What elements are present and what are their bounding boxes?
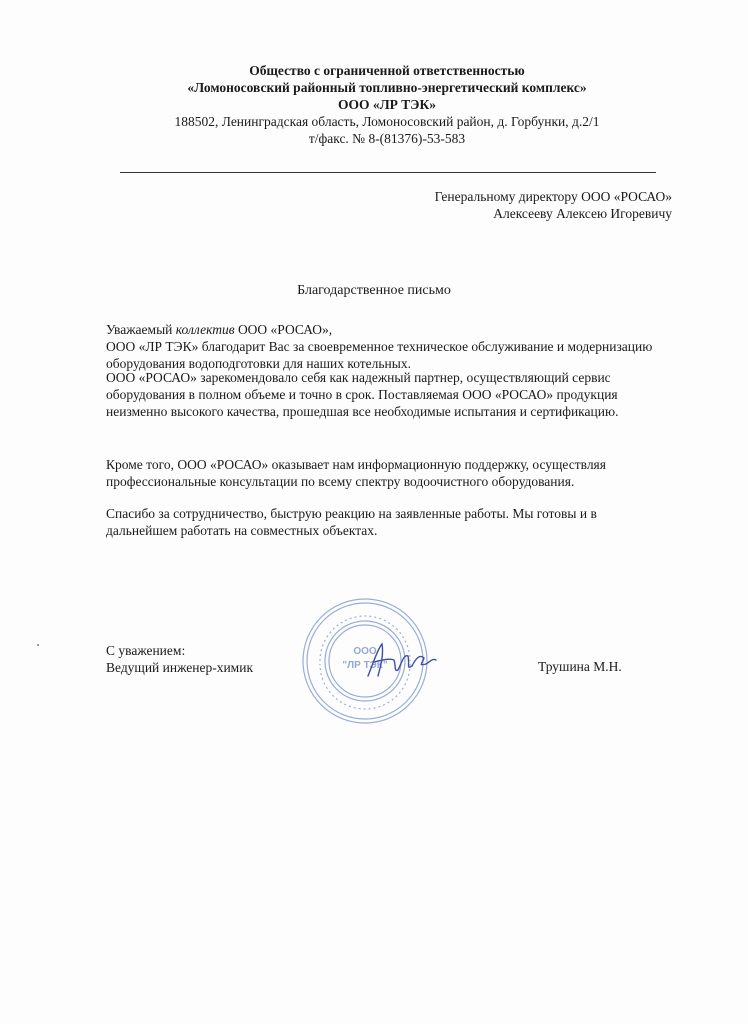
closing-regards: С уважением: bbox=[106, 643, 186, 658]
letter-title: Благодарственное письмо bbox=[297, 283, 451, 298]
letterhead-divider bbox=[120, 172, 656, 173]
greeting-line bbox=[106, 321, 666, 338]
addressee-block bbox=[435, 188, 672, 222]
addressee-name: Алексееву Алексею Игоревичу bbox=[493, 206, 672, 221]
greeting-block bbox=[106, 321, 666, 372]
greeting-suffix: ООО «РОСАО», bbox=[234, 322, 333, 337]
paragraph-support: Кроме того, ООО «РОСАО» оказывает нам информационную поддержку, осуществляя профессиональные консультации по всему спектру водоочистного оборудования. bbox=[106, 457, 606, 489]
stamp-center-line1: ООО bbox=[353, 646, 377, 657]
company-phone: т/факс. № 8-(81376)-53-583 bbox=[308, 131, 466, 146]
company-address: 188502, Ленинградская область, Ломоносовский район, д. Горбунки, д.2/1 bbox=[174, 114, 600, 129]
greeting-prefix: Уважаемый bbox=[106, 322, 176, 337]
paragraph-thanks: ООО «ЛР ТЭК» благодарит Вас за своевременное техническое обслуживание и модернизацию оборудования водоподготовки для наших котельных. bbox=[106, 339, 653, 371]
company-full-name: Общество с ограниченной ответственностью bbox=[249, 63, 525, 78]
scan-speck bbox=[37, 644, 39, 646]
handwritten-signature bbox=[360, 636, 440, 686]
company-short-name: ООО «ЛР ТЭК» bbox=[337, 97, 436, 112]
signer-position: Ведущий инженер-химик bbox=[106, 660, 254, 675]
signature-stroke bbox=[368, 644, 436, 676]
company-descriptor: «Ломоносовский районный топливно-энергетический комплекс» bbox=[187, 80, 587, 95]
closing-block bbox=[106, 642, 253, 676]
signer-name: Трушина М.Н. bbox=[538, 659, 622, 674]
paragraph-partner: ООО «РОСАО» зарекомендовало себя как надежный партнер, осуществляющий сервис оборудования в полном объеме и точно в срок. Поставляемая ООО «РОСАО» продукция неизменно высокого качества, прошедшая все необходимые испытания и сертификацию. bbox=[106, 370, 619, 419]
greeting-italic-word: коллектив bbox=[175, 322, 235, 337]
addressee-position: Генеральному директору ООО «РОСАО» bbox=[434, 189, 672, 204]
letterhead bbox=[120, 62, 654, 147]
paragraph-cooperation: Спасибо за сотрудничество, быструю реакцию на заявленные работы. Мы готовы и в дальнейшем работать на совместных объектах. bbox=[106, 506, 597, 538]
stamp-center-line2: "ЛР ТЭК" bbox=[342, 660, 388, 671]
